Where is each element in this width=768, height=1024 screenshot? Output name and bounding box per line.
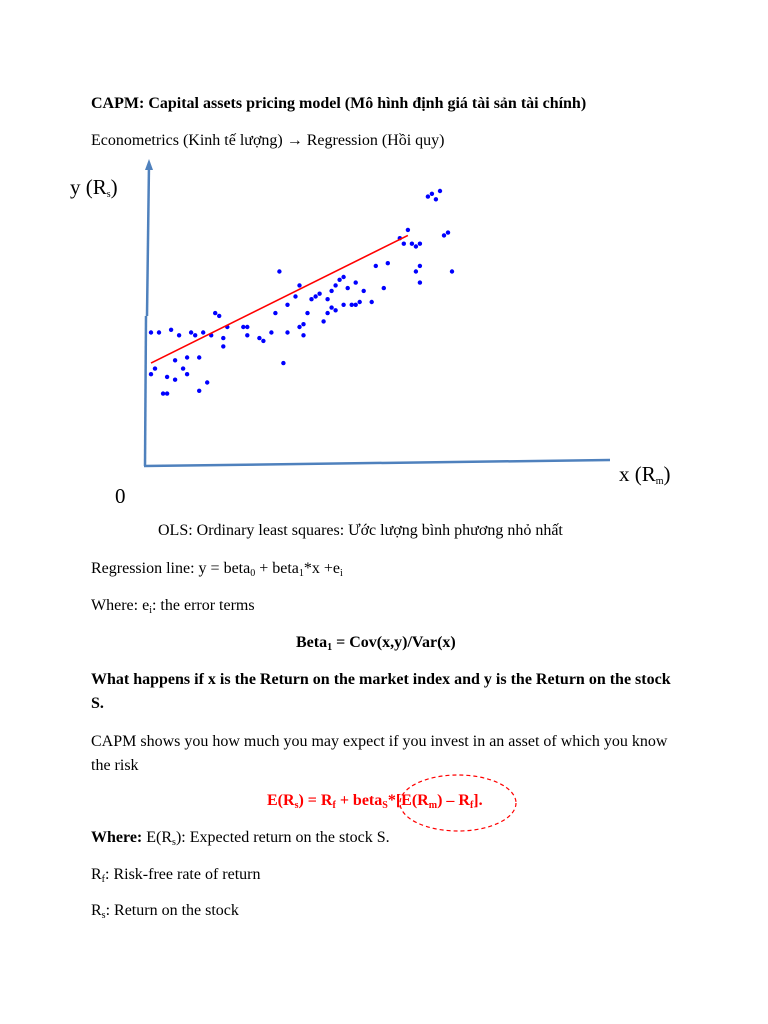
data-point: [217, 314, 221, 318]
data-point: [414, 269, 418, 273]
data-point: [169, 328, 173, 332]
data-point: [341, 303, 345, 307]
data-point: [354, 303, 358, 307]
y-axis: [147, 164, 149, 316]
data-point: [261, 339, 265, 343]
data-point: [285, 303, 289, 307]
data-point: [185, 372, 189, 376]
data-point: [426, 194, 430, 198]
data-point: [181, 366, 185, 370]
def-part: E(R: [142, 829, 173, 846]
regression-part: Regression line: y = beta: [91, 560, 251, 577]
data-point: [197, 355, 201, 359]
error-part: Where: e: [91, 597, 150, 614]
data-point: [245, 325, 249, 329]
formula-sub: m: [428, 800, 438, 811]
def-part: ): Expected return on the stock S.: [175, 829, 390, 846]
data-point: [293, 294, 297, 298]
data-point: [177, 333, 181, 337]
definition-stock-return: [91, 902, 239, 920]
y-axis-label-text: y (R: [70, 175, 107, 199]
data-point: [325, 297, 329, 301]
econometrics-line: [91, 132, 445, 150]
def-part: R: [91, 902, 102, 919]
data-point: [301, 322, 305, 326]
beta-part: Beta: [296, 634, 328, 651]
data-point: [329, 305, 333, 309]
error-part: : the error terms: [151, 597, 255, 614]
data-point: [193, 333, 197, 337]
data-point: [305, 311, 309, 315]
data-point: [201, 330, 205, 334]
data-point: [173, 378, 177, 382]
x-axis: [144, 460, 610, 466]
data-point: [297, 283, 301, 287]
data-point: [370, 300, 374, 304]
data-point: [410, 242, 414, 246]
data-point: [153, 366, 157, 370]
def-sub: s: [101, 910, 106, 921]
regression-sub: 0: [250, 568, 256, 579]
data-point: [173, 358, 177, 362]
data-point: [257, 336, 261, 340]
data-point: [442, 233, 446, 237]
definition-risk-free: [91, 866, 261, 884]
formula-part: *[E(R: [387, 792, 429, 809]
x-axis-label-close: ): [663, 462, 671, 486]
error-sub: i: [149, 605, 152, 616]
data-point: [245, 333, 249, 337]
beta-sub: 1: [327, 642, 333, 653]
highlight-ellipse: [396, 772, 520, 834]
data-point: [309, 297, 313, 301]
regression-text: Regression (Hồi quy): [306, 132, 445, 149]
x-axis-label-sub: m: [655, 476, 664, 487]
regression-part: + beta: [255, 560, 299, 577]
ols-line: OLS: Ordinary least squares: Ước lượng bình phương nhỏ nhất: [158, 522, 563, 539]
data-point: [221, 344, 225, 348]
x-axis-label: [619, 462, 671, 487]
formula-part: E(R: [267, 792, 295, 809]
formula-part: ) – R: [437, 792, 470, 809]
data-point: [149, 330, 153, 334]
data-point: [325, 311, 329, 315]
data-point: [374, 264, 378, 268]
data-point: [149, 372, 153, 376]
data-point: [418, 264, 422, 268]
data-point: [285, 330, 289, 334]
data-point: [438, 189, 442, 193]
error-terms-line: [91, 597, 255, 615]
data-point: [329, 289, 333, 293]
data-point: [241, 325, 245, 329]
data-point: [317, 292, 321, 296]
capm-paragraph: CAPM shows you how much you may expect if you invest in an asset of which you know the risk: [91, 733, 668, 774]
data-point: [205, 380, 209, 384]
def-sub: f: [101, 874, 106, 885]
data-point: [301, 333, 305, 337]
formula-sub: s: [294, 800, 299, 811]
data-point: [197, 389, 201, 393]
data-point: [337, 278, 341, 282]
data-point: [297, 325, 301, 329]
data-point: [434, 197, 438, 201]
y-axis-label-close: ): [110, 175, 118, 199]
regression-line: [151, 235, 408, 363]
data-point: [273, 311, 277, 315]
data-point: [418, 280, 422, 284]
data-point: [161, 391, 165, 395]
def-part: : Return on the stock: [105, 902, 239, 919]
origin-label: 0: [115, 484, 126, 508]
data-point: [277, 269, 281, 273]
regression-sub: 1: [298, 568, 304, 579]
x-axis-label-text: x (R: [619, 462, 656, 486]
data-point: [221, 336, 225, 340]
data-point: [362, 289, 366, 293]
data-point: [341, 275, 345, 279]
data-point: [157, 330, 161, 334]
dashed-circle-shape: [400, 775, 516, 831]
def-part: R: [91, 866, 102, 883]
y-axis-arrowhead: [145, 159, 153, 170]
y-axis-label-sub: s: [106, 189, 111, 200]
data-point: [386, 261, 390, 265]
question-paragraph: What happens if x is the Return on the market index and y is the Return on the stock S.: [91, 671, 671, 712]
data-point: [333, 308, 337, 312]
econometrics-text: Econometrics (Kinh tế lượng): [91, 132, 283, 149]
data-point: [313, 294, 317, 298]
data-point: [414, 244, 418, 248]
data-point: [185, 355, 189, 359]
data-point: [346, 286, 350, 290]
beta-formula: [296, 634, 456, 652]
data-point: [354, 280, 358, 284]
data-point: [165, 375, 169, 379]
data-point: [382, 286, 386, 290]
data-point: [189, 330, 193, 334]
formula-part: ) = R: [298, 792, 333, 809]
y-axis-lower: [145, 316, 146, 466]
data-point: [402, 242, 406, 246]
def-sub: s: [172, 837, 176, 848]
regression-part: *x +e: [303, 560, 341, 577]
formula-sub: f: [469, 800, 474, 811]
definition-expected-return: [91, 829, 390, 847]
data-point: [418, 242, 422, 246]
data-points: [149, 189, 454, 396]
where-label: Where:: [91, 829, 143, 846]
regression-line-text: [91, 560, 343, 578]
formula-part: + beta: [335, 792, 383, 809]
formula-sub: S: [382, 800, 388, 811]
def-part: : Risk-free rate of return: [105, 866, 261, 883]
data-point: [430, 192, 434, 196]
data-point: [165, 391, 169, 395]
data-point: [450, 269, 454, 273]
data-point: [321, 319, 325, 323]
formula-part: ].: [473, 792, 483, 809]
y-axis-label: [70, 175, 118, 200]
data-point: [333, 283, 337, 287]
data-point: [213, 311, 217, 315]
beta-part: = Cov(x,y)/Var(x): [332, 634, 456, 651]
data-point: [269, 330, 273, 334]
data-point: [281, 361, 285, 365]
data-point: [350, 303, 354, 307]
data-point: [446, 230, 450, 234]
data-point: [358, 300, 362, 304]
page-title: CAPM: Capital assets pricing model (Mô hình định giá tài sản tài chính): [91, 95, 587, 112]
formula-sub: f: [332, 800, 336, 811]
regression-sub: i: [340, 568, 343, 579]
data-point: [406, 228, 410, 232]
right-arrow-icon: →: [286, 132, 303, 149]
